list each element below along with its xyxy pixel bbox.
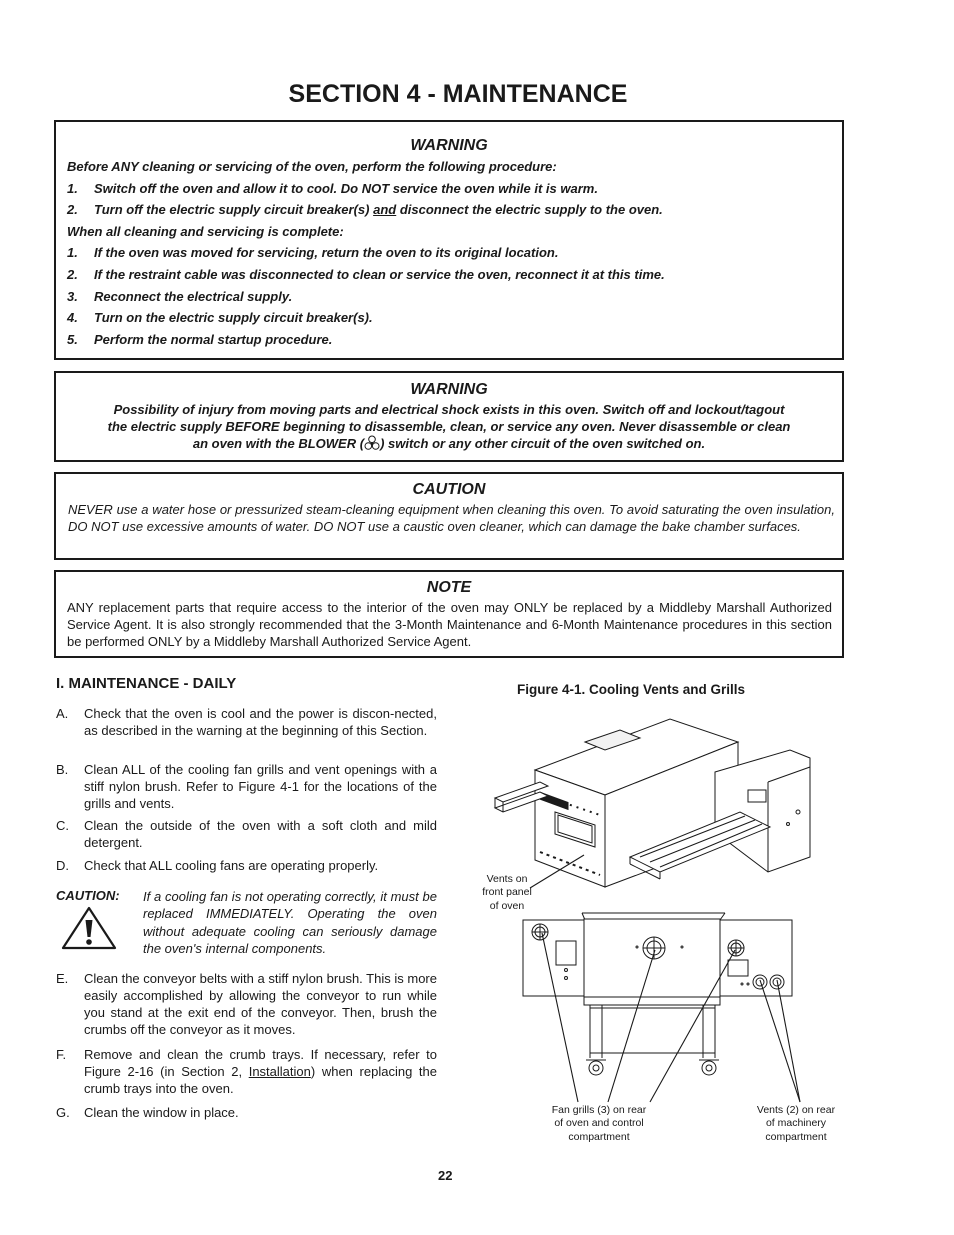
warning-box-injury xyxy=(54,371,844,462)
note-box xyxy=(54,570,844,658)
figure-title: Figure 4-1. Cooling Vents and Grills xyxy=(517,682,746,697)
caution-box xyxy=(54,472,844,560)
caution-heading: CAUTION xyxy=(412,481,486,498)
warning2-text: Possibility of injury from moving parts and electrical shock exists in this oven. Switch off and lockout/tagout the electric supply BEFORE beginning to disassemble, clean, or service any oven. Never disassemble or clean an oven with the BLOWER ( ) switch or any other circuit of the oven switched on. xyxy=(107,402,791,451)
note-heading: NOTE xyxy=(426,579,472,596)
note-text: ANY replacement parts that require access to the interior of the oven may ONLY be replaced by a Middleby Marshall Authorized Service Agent. It is also strongly recommended that the 3-Month Maintenance and 6-Month Maintenance procedures in this section be performed ONLY by a Middleby Marshall Authorized Service Agent. xyxy=(67,600,832,650)
daily-item-a: A. Check that the oven is cool and the power is discon-nected, as described in the warning at the beginning of this Section. xyxy=(56,706,437,738)
warning2-heading: WARNING xyxy=(410,381,488,398)
caution-inline-text: If a cooling fan is not operating correctly, it must be replaced IMMEDIATELY. Operating the oven without adequate cooling can seriously damage the oven's internal components. xyxy=(143,889,437,956)
caption-machinery-vents: Vents (2) on rear of machinery compartment xyxy=(756,1104,836,1143)
complete-intro: When all cleaning and servicing is complete: xyxy=(67,223,344,239)
warning-box-procedure xyxy=(54,120,844,360)
daily-heading: I. MAINTENANCE - DAILY xyxy=(56,675,237,692)
caption-front-vents: Vents on front panel of oven xyxy=(482,873,532,912)
daily-item-d: D. Check that ALL cooling fans are operating properly. xyxy=(56,858,379,873)
daily-item-c: C. Clean the outside of the oven with a soft cloth and mild detergent. xyxy=(56,818,437,850)
caution-text: NEVER use a water hose or pressurized steam-cleaning equipment when cleaning this oven. To avoid saturating the oven insulation, DO NOT use excessive amounts of water. DO NOT use a caustic oven cleaner, which can damage the bake chamber surfaces. xyxy=(68,502,835,535)
daily-item-b: B. Clean ALL of the cooling fan grills and vent openings with a stiff nylon brush. Refer to Figure 4-1 for the locations of the grills and vents. xyxy=(56,762,437,811)
daily-item-g: G. Clean the window in place. xyxy=(56,1105,239,1120)
warning-heading: WARNING xyxy=(410,137,488,154)
page-title: SECTION 4 - MAINTENANCE xyxy=(288,80,628,108)
after-step-5: 5. Perform the normal startup procedure. xyxy=(67,331,333,347)
after-step-4: 4. Turn on the electric supply circuit breaker(s). xyxy=(67,310,373,326)
oven-front-illustration xyxy=(490,712,830,897)
blower-icon xyxy=(364,435,380,451)
after-step-1: 1. If the oven was moved for servicing, return the oven to its original location. xyxy=(67,245,559,261)
after-step-2: 2. If the restraint cable was disconnected to clean or service the oven, reconnect it at this time. xyxy=(67,266,665,282)
warning-steps xyxy=(67,156,834,350)
caption-fan-grills: Fan grills (3) on rear of oven and control compartment xyxy=(551,1104,647,1143)
daily-item-f: F. Remove and clean the crumb trays. If necessary, refer to Figure 2-16 (in Section 2, Installation) when replacing the crumb trays into the oven. xyxy=(56,1047,437,1096)
caution-triangle-icon xyxy=(61,906,117,950)
after-step-3: 3. Reconnect the electrical supply. xyxy=(67,288,293,304)
caution-label: CAUTION: xyxy=(56,888,120,903)
before-step-2: 2. Turn off the electric supply circuit breaker(s) and disconnect the electric supply to the oven. xyxy=(67,202,663,218)
daily-item-e: E. Clean the conveyor belts with a stiff nylon brush. This is more easily accomplished by allowing the conveyor to run while you stand at the exit end of the conveyor. Then, brush the crumbs off the conveyor as it moves. xyxy=(56,971,437,1037)
warning-intro: Before ANY cleaning or servicing of the oven, perform the following procedure: xyxy=(67,159,557,174)
oven-rear-illustration xyxy=(520,908,800,1083)
page-number: 22 xyxy=(438,1168,453,1183)
before-step-1: 1. Switch off the oven and allow it to cool. Do NOT service the oven while it is warm. xyxy=(67,180,598,196)
